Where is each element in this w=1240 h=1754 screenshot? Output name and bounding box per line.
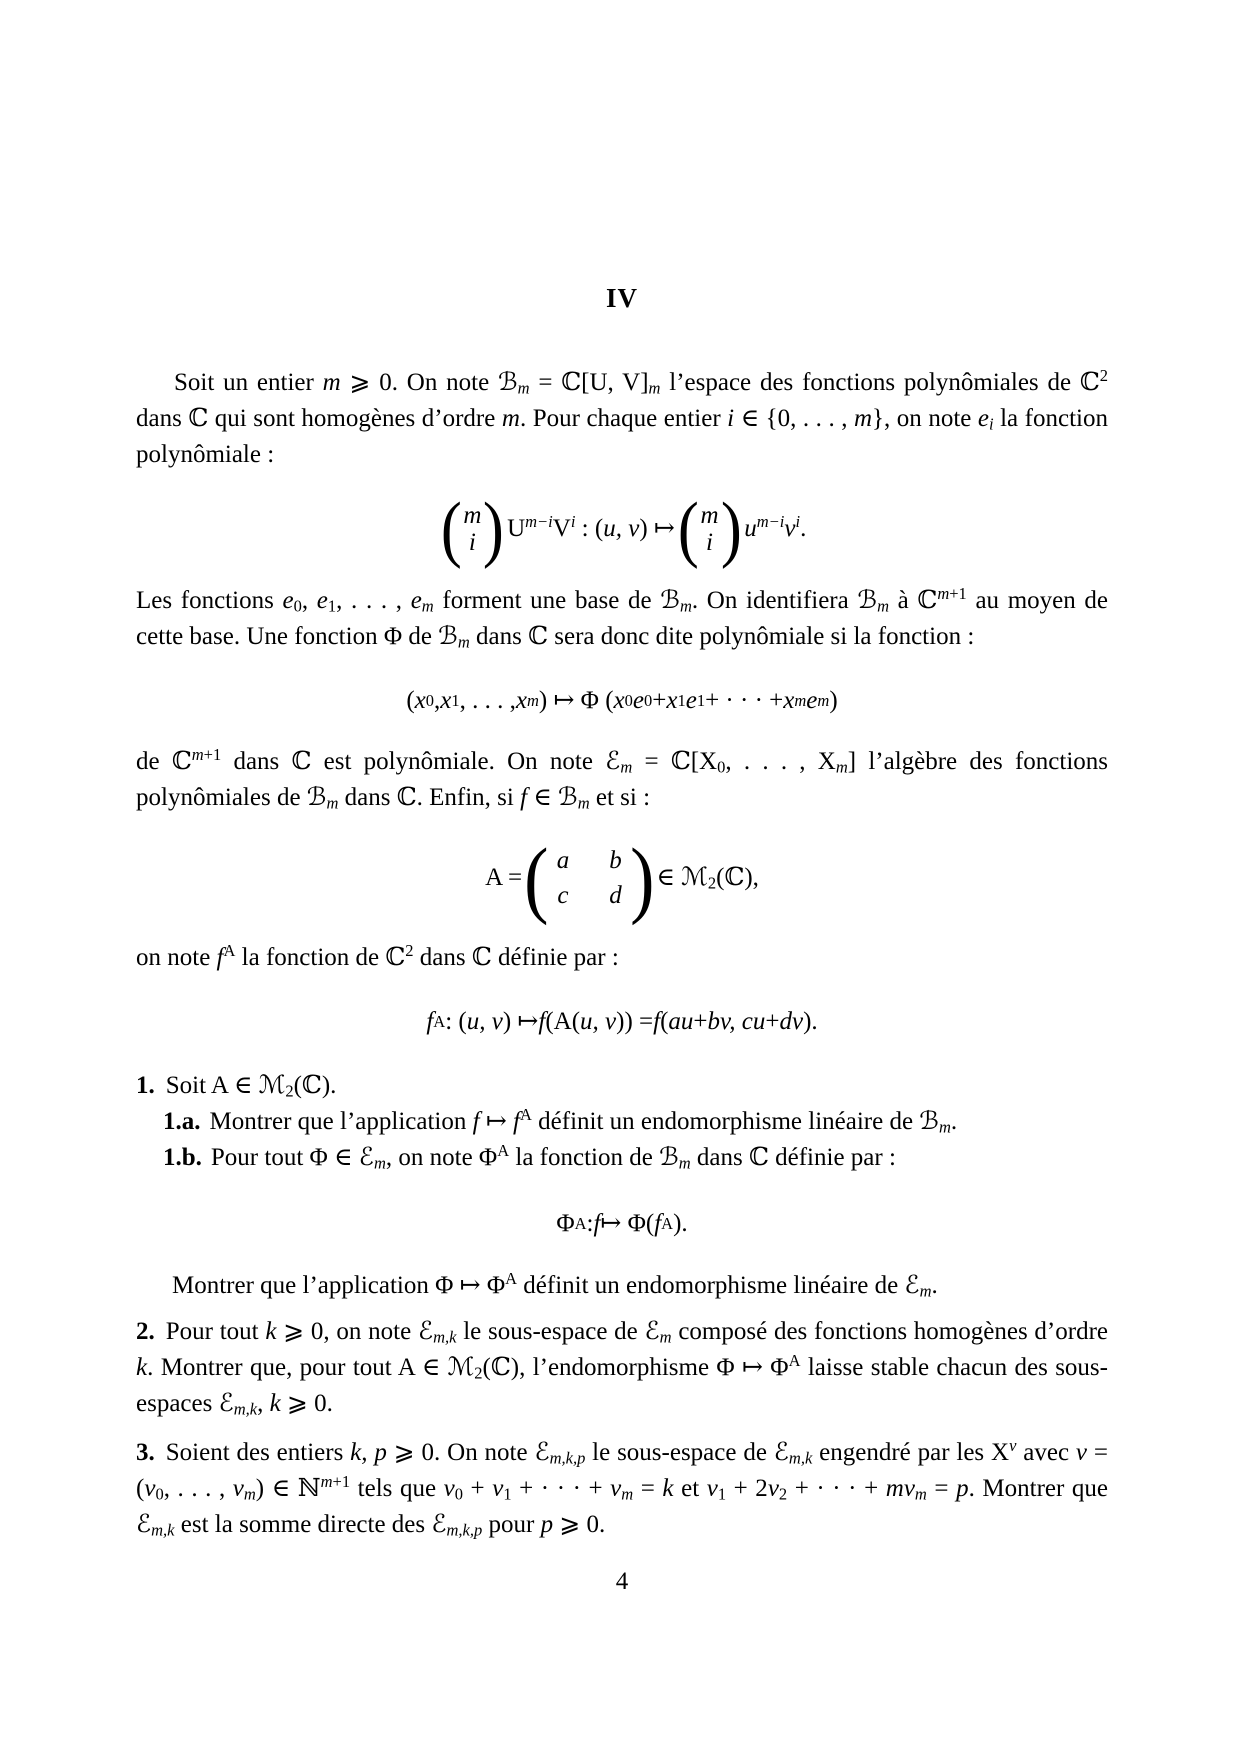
text-block [136,283,1108,1600]
question-1a-text: Montrer que l’application f ↦ $f^A$ définit un endomorphisme linéaire de ℬ$_m$. [209,1104,958,1137]
matrix-cell-d: d [609,882,622,909]
question-1b-continuation: Montrer que l’application Φ ↦ $\Phi^A$ définit un endomorphisme linéaire de ℰ$_m$. [172,1268,938,1301]
binom-bottom: i [706,529,713,556]
question-1a [136,1104,1108,1140]
matrix-2x2 [557,847,622,909]
question-3-label: 3. [136,1439,155,1466]
equation-Phi-A: Φ A : f ↦ Φ( f A ). [556,1210,688,1237]
matrix-lhs: A = [485,864,523,891]
matrix-rhs: ∈ ℳ$_2$(ℂ), [656,864,759,893]
question-1-label: 1. [136,1072,155,1099]
paragraph-intro-2: Les fonctions $e_0$, $e_1$, . . . , $e_m$ forment une base de ℬ$_m$. On identifiera ℬ$_m$ à ℂ$^{m+1}$ au moyen de cette base. Une fonction Φ de ℬ$_m$ dans ℂ sera donc dite polynômiale si la fonction : [136,583,1109,652]
equation-tail: $u^{m-i}v^i$. [744,511,807,542]
question-1 [136,1068,1108,1104]
matrix-cell-c: c [557,882,569,909]
question-1-text: Soit A ∈ ℳ$_2$(ℂ). [165,1072,337,1101]
binomial-coefficient: ( m i ) [677,488,742,570]
question-2-text: Pour tout k ⩾ 0, on note ℰ$_{m,k}$ le sous-espace de ℰ$_m$ composé des fonctions homogènes d’ordre k. Montrer que, pour tout A ∈ ℳ$_2$(ℂ), l’endomorphisme Φ ↦ $\Phi^A$ laisse stable chacun des sous-espaces ℰ$_{m,k}$, k ⩾ 0. [136,1318,1108,1419]
equation-f-A: f A : ( u, v ) ↦ f (A( u, v )) = f ( au + bv, cu + dv ). [426,1008,818,1035]
equation-binomial [136,481,1108,577]
binom-top: m [700,502,719,529]
question-2 [136,1314,1108,1422]
equation-phi-map: ( x 0 , x 1 , . . . , x m ) ↦ Φ ( x 0 e 0 + x 1 e 1 + · · · + x m e m ) [406,687,838,714]
question-1b-label: 1.b. [163,1144,202,1171]
binomial-coefficient: ( m i ) [440,488,505,570]
paragraph-intro-4: on note $f^A$ la fonction de ℂ$^2$ dans ℂ définie par : [136,940,619,971]
paragraph-intro-1: Soit un entier m ⩾ 0. On note ℬ$_m$ = ℂ[U, $V]_m$ l’espace des fonctions polynômiales de ℂ$^2$ dans ℂ qui sont homogènes d’ordre m. Pour chaque entier i ∈ {0, . . . , m}, on note $e_i$ la fonction polynômiale : [136,365,1108,468]
matrix-cell-a: a [556,847,570,874]
paragraph-intro-3: de ℂ$^{m+1}$ dans ℂ est polynômiale. On note ℰ$_m$ = $ℂ[X_0$, . . . , $X_m$] l’algèbre des fonctions polynômiales de ℬ$_m$ dans ℂ. Enfin, si f ∈ ℬ$_m$ et si : [136,744,1108,813]
matrix-cell-b: b [609,847,622,874]
equation-middle: $U^{m-i}V^i$ : (u, v) ↦ [507,511,675,542]
question-1b-text: Pour tout Φ ∈ ℰ$_m$, on note $\Phi^A$ la fonction de ℬ$_m$ dans ℂ définie par : [210,1140,896,1173]
question-3 [136,1435,1108,1543]
binom-top: m [463,502,482,529]
question-3-text: Soient des entiers k, p ⩾ 0. On note ℰ$_{m,k,p}$ le sous-espace de ℰ$_{m,k}$ engendré par les $X^\nu$ avec $\nu = (\nu_0$, . . . , $\nu_m$) ∈ ℕ$^{m+1}$ tels que $\nu_0 + \nu_1$ + · · · + $\nu_m = k$ et $\nu_1 + 2\nu_2$ + · · · + $m\nu_m = p$. Montrer que ℰ$_{m,k}$ est la somme directe des ℰ$_{m,k,p}$ pour p ⩾ 0. [136,1435,1108,1540]
section-heading: IV [605,283,638,313]
page-number: 4 [615,1568,629,1595]
binom-bottom: i [468,529,476,556]
question-1b [136,1140,1108,1176]
equation-matrix-A: A = ( a b c d ) ∈ ℳ$_2$(ℂ), [485,830,759,926]
question-2-label: 2. [136,1318,155,1345]
question-1a-label: 1.a. [163,1108,201,1135]
